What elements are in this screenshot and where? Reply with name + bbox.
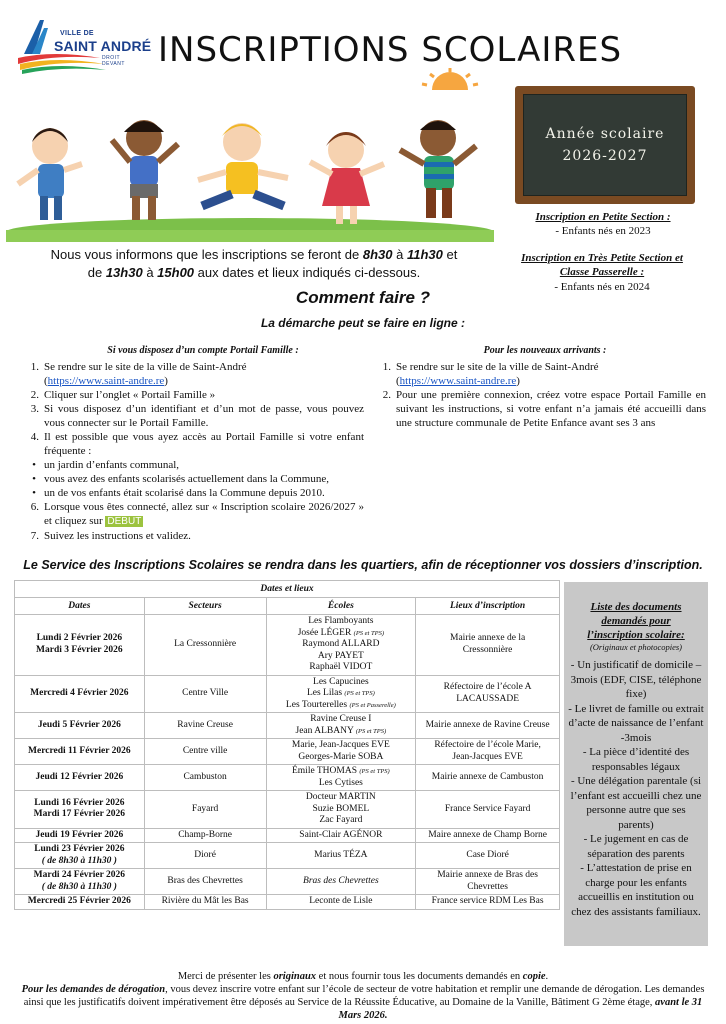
docs-items — [568, 658, 704, 919]
secteur-cell: Dioré — [144, 843, 266, 869]
column-header: Lieux d’inscription — [416, 598, 560, 615]
jumping-children-illustration — [6, 80, 494, 242]
logo-name: SAINT ANDRÉ — [54, 38, 152, 54]
date-line: ( de 8h30 à 11h30 ) — [41, 881, 117, 892]
lieu-line: Mairie annexe de Bras des — [437, 870, 538, 880]
date-cell — [15, 869, 145, 895]
table-row — [15, 713, 560, 739]
date-cell — [15, 675, 145, 713]
school-name — [270, 752, 413, 764]
table-row — [15, 675, 560, 713]
date-line: Mercredi 25 Février 2026 — [27, 896, 131, 906]
document-item: - La pièce d’identité des responsables légaux — [582, 746, 690, 773]
school-label: Saint-Clair AGÉNOR — [299, 829, 383, 840]
step-number: 3. — [30, 403, 39, 415]
lieu-cell — [416, 895, 560, 910]
lieu-cell — [416, 765, 560, 791]
secteur-cell: La Cressonnière — [144, 615, 266, 676]
petite-section-heading: Inscription en Petite Section : — [535, 211, 671, 223]
table-body — [15, 615, 560, 910]
step-number: 1. — [382, 361, 391, 373]
step-text: Se rendre sur le site de la ville de Saint-André — [396, 361, 599, 373]
footer-emphasis: Pour les demandes de dérogation — [21, 984, 166, 995]
school-label: Bras des Chevrettes — [303, 875, 379, 886]
lieu-line: Mairie annexe de Ravine Creuse — [425, 719, 550, 730]
intro-text: aux dates et lieux indiqués ci-dessous. — [194, 265, 421, 280]
school-name — [270, 639, 413, 651]
school-label: Les Cytises — [318, 777, 363, 788]
document-item: - Le livret de famille ou extrait d’acte de naissance de l’enfant -3mois — [568, 702, 704, 744]
date-cell — [15, 791, 145, 829]
docs-title-1: Liste des documents — [590, 601, 682, 613]
date-line: Jeudi 19 Février 2026 — [35, 829, 124, 840]
lieu-line: Cressonnière — [462, 644, 513, 655]
board-line-1: Année scolaire — [545, 126, 665, 142]
school-name — [270, 830, 413, 842]
footer-deadline: avant le 31 Mars 2026. — [338, 997, 703, 1021]
school-label: Ravine Creuse I — [310, 714, 372, 724]
school-label: Jean ALBANY — [295, 725, 354, 736]
lieu-line: Jean-Jacques EVE — [452, 751, 523, 762]
school-name — [270, 896, 413, 908]
ecoles-cell — [266, 828, 416, 843]
footer-text: Merci de présenter les — [177, 971, 274, 982]
portail-famille-steps — [24, 360, 364, 543]
date-line: Lundi 16 Février 2026 — [34, 797, 125, 808]
ecoles-cell — [266, 675, 416, 713]
petite-section-detail: - Enfants nés en 2023 — [555, 225, 651, 237]
step-text: Se rendre sur le site de la ville de Saint-André — [44, 361, 247, 373]
step-number: 1. — [30, 361, 39, 373]
date-line: Jeudi 12 Février 2026 — [35, 771, 124, 782]
footer-text: et nous fournir tous les documents demandés en — [316, 971, 523, 982]
lieu-line: France Service Fayard — [444, 803, 531, 814]
school-name — [270, 726, 413, 738]
footer-emphasis: copie — [522, 971, 546, 982]
ecoles-cell — [266, 739, 416, 765]
time-start-afternoon: 13h30 — [105, 265, 143, 280]
ecoles-cell — [266, 713, 416, 739]
date-line: Jeudi 5 Février 2026 — [37, 719, 121, 730]
lieu-cell — [416, 828, 560, 843]
table-row — [15, 869, 560, 895]
comment-faire-heading: Comment faire ? — [295, 288, 431, 307]
lieu-line: France service RDM Les Bas — [431, 896, 544, 906]
document-item: - L’attestation de prise en charge pour les enfants accueillis en institution ou chez des assistants familiaux. — [571, 862, 701, 918]
secteur-cell: Bras des Chevrettes — [144, 869, 266, 895]
lieu-cell — [416, 713, 560, 739]
ecoles-cell — [266, 843, 416, 869]
secteur-cell: Champ-Borne — [144, 828, 266, 843]
tres-petite-heading-2: Classe Passerelle : — [559, 266, 645, 278]
date-cell — [15, 765, 145, 791]
school-label: Marius TÉZA — [314, 849, 368, 860]
bullet-icon: • — [32, 473, 36, 485]
lieu-line: Chevrettes — [467, 881, 508, 892]
lieu-cell — [416, 791, 560, 829]
time-end-afternoon: 15h00 — [157, 265, 195, 280]
step-text: Cliquer sur l’onglet « Portail Famille » — [44, 389, 216, 401]
saint-andre-link[interactable]: https://www.saint-andre.re — [47, 375, 165, 387]
date-line: Mercredi 4 Février 2026 — [30, 688, 129, 698]
step-number: 7. — [30, 530, 39, 542]
lieu-line: Maire annexe de Champ Borne — [428, 829, 547, 840]
date-line: Mercredi 11 Février 2026 — [28, 745, 131, 756]
school-name — [270, 876, 413, 888]
ecoles-cell — [266, 895, 416, 910]
bullet-text: vous avez des enfants scolarisés actuellement dans la Commune, — [44, 473, 329, 485]
step-7 — [24, 529, 364, 543]
date-cell — [15, 843, 145, 869]
ecoles-cell — [266, 765, 416, 791]
footer-notes — [14, 970, 712, 1022]
secteur-cell: Centre Ville — [144, 675, 266, 713]
logo-ville: VILLE DE — [60, 30, 94, 37]
demarche-heading: La démarche peut se faire en ligne : — [260, 316, 466, 330]
lieu-line: Réfectoire de l’école A — [443, 682, 532, 693]
chalkboard-slate — [523, 94, 687, 196]
school-level-note: (PS et TPS) — [353, 629, 384, 637]
secteur-cell: Centre ville — [144, 739, 266, 765]
date-line: Mardi 24 Février 2026 — [33, 870, 126, 880]
docs-title-2: demandés pour — [601, 615, 671, 627]
tres-petite-detail: - Enfants nés en 2024 — [554, 281, 650, 293]
school-label: Josée LÉGER — [297, 627, 352, 638]
table-row — [15, 615, 560, 676]
table-row — [15, 765, 560, 791]
lieu-cell — [416, 869, 560, 895]
date-line: Mardi 3 Février 2026 — [36, 644, 123, 655]
lieu-cell — [416, 843, 560, 869]
document-item: - Une délégation parentale (si l’enfant est accueilli chez une personne autre que ses parents) — [570, 775, 702, 831]
secteur-cell: Ravine Creuse — [144, 713, 266, 739]
school-name — [270, 700, 413, 712]
step-text: Suivez les instructions et validez. — [44, 530, 191, 542]
logo-tagline: DROIT DEVANT — [102, 55, 125, 67]
date-line: ( de 8h30 à 11h30 ) — [41, 855, 117, 866]
intro-text: à — [142, 265, 158, 280]
school-label: Raphaël VIDOT — [309, 662, 373, 672]
step-1: 1. Se rendre sur le site de la ville de Saint-André (https://www.saint-andre.re) — [376, 360, 706, 388]
school-label: Marie, Jean-Jacques EVE — [291, 740, 390, 750]
school-level-note: (PS et Passerelle) — [349, 701, 396, 709]
school-name — [270, 778, 413, 790]
step-number: 2. — [30, 389, 39, 401]
school-label: Émile THOMAS — [291, 766, 357, 776]
school-name — [270, 628, 413, 640]
step-1: 1. Se rendre sur le site de la ville de Saint-André (https://www.saint-andre.re) — [24, 360, 364, 388]
footer-text: , vous devez inscrire votre enfant sur l’école de secteur de votre habitation et remplir une demande de dérogation. Les demandes ainsi que les justificatifs doivent impérativement être déposés au Service de la Réussite Éducative, au Domaine de la Vanille, Bâtiment G 2ème étage, — [23, 984, 705, 1008]
documents-list-box — [564, 582, 708, 946]
docs-subtitle: (Originaux et photocopies) — [589, 642, 683, 652]
school-label: Leconte de Lisle — [309, 896, 373, 906]
lieu-line: Mairie annexe de la — [450, 633, 526, 644]
school-name — [270, 804, 413, 816]
school-name — [270, 616, 413, 628]
school-name — [270, 714, 413, 726]
date-line: Mardi 17 Février 2026 — [33, 809, 126, 820]
bullet-icon: • — [32, 459, 36, 471]
ecoles-cell — [266, 869, 416, 895]
date-line: Lundi 23 Février 2026 — [34, 844, 125, 854]
school-label: Docteur MARTIN — [305, 792, 376, 802]
date-cell — [15, 739, 145, 765]
school-name — [270, 740, 413, 752]
intro-text: de — [87, 265, 106, 280]
school-label: Ary PAYET — [317, 650, 364, 661]
table-header-row — [15, 598, 560, 615]
school-label: Georges-Marie SOBA — [298, 751, 384, 762]
column-header: Secteurs — [144, 598, 266, 615]
step-2 — [24, 388, 364, 402]
lieu-line: Réfectoire de l’école Marie, — [434, 740, 541, 750]
date-cell — [15, 895, 145, 910]
table-row — [15, 739, 560, 765]
school-label: Zac Fayard — [319, 815, 363, 825]
school-name — [270, 662, 413, 674]
school-level-note: (PS et TPS) — [344, 690, 375, 697]
schedule-table — [14, 580, 560, 910]
school-name — [270, 815, 413, 827]
table-caption: Dates et lieux — [15, 581, 560, 598]
portail-famille-heading: Si vous disposez d’un compte Portail Famille : — [107, 345, 299, 356]
school-label: Les Lilas — [306, 688, 343, 698]
service-announcement: Le Service des Inscriptions Scolaires se rendra dans les quartiers, afin de réceptionner vos dossiers d’inscription. — [23, 558, 703, 572]
table-row — [15, 828, 560, 843]
intro-paragraph — [18, 246, 490, 282]
date-cell — [15, 713, 145, 739]
tres-petite-heading-1: Inscription en Très Petite Section et — [521, 252, 683, 264]
school-name — [270, 792, 413, 804]
footer-text: . — [545, 971, 549, 982]
footer-emphasis: originaux — [273, 971, 317, 982]
step-4 — [24, 430, 364, 458]
table-row — [15, 895, 560, 910]
lieu-cell — [416, 675, 560, 713]
step-text: Si vous disposez d’un identifiant et d’un mot de passe, vous pouvez vous connecter sur le Portail Famille. — [44, 403, 364, 429]
secteur-cell: Rivière du Mât les Bas — [144, 895, 266, 910]
school-level-note: (PS et TPS) — [359, 768, 390, 775]
board-line-2: 2026-2027 — [562, 148, 648, 164]
school-level-note: (PS et TPS) — [355, 727, 387, 735]
lieu-cell — [416, 739, 560, 765]
bullet-item — [24, 458, 364, 472]
debut-button[interactable]: DEBUT — [107, 516, 142, 527]
secteur-cell: Fayard — [144, 791, 266, 829]
school-name — [270, 651, 413, 663]
bullet-text: un jardin d’enfants communal, — [44, 459, 180, 471]
school-name — [270, 766, 413, 778]
school-name — [270, 677, 413, 689]
step-text: Il est possible que vous ayez accès au Portail Famille si votre enfant fréquente : — [44, 431, 364, 457]
school-label: Les Flamboyants — [308, 616, 374, 626]
docs-title-3: l’inscription scolaire: — [587, 629, 685, 641]
school-name — [270, 850, 413, 862]
time-start-morning: 8h30 — [362, 247, 393, 262]
lieu-line: LACAUSSADE — [456, 693, 519, 704]
date-line: Lundi 2 Février 2026 — [36, 633, 123, 644]
school-label: Raymond ALLARD — [302, 639, 380, 649]
lieu-line: Case Dioré — [466, 849, 509, 860]
school-name — [270, 688, 413, 700]
school-label: Les Capucines — [313, 676, 369, 687]
nouveaux-arrivants-heading: Pour les nouveaux arrivants : — [483, 345, 607, 356]
page-title: INSCRIPTIONS SCOLAIRES — [158, 30, 623, 70]
secteur-cell: Cambuston — [144, 765, 266, 791]
column-header: Écoles — [266, 598, 416, 615]
step-6 — [24, 500, 364, 529]
ecoles-cell — [266, 615, 416, 676]
bullet-item — [24, 472, 364, 486]
lieu-line: Mairie annexe de Cambuston — [431, 771, 544, 782]
step-text: Pour une première connexion, créez votre espace Portail Famille en suivant les instructions, si votre enfant n’a jamais été accueilli dans une structure communale de Petite Enfance avant ses 3 ans — [396, 389, 706, 429]
date-cell — [15, 615, 145, 676]
table-row — [15, 843, 560, 869]
document-item: - Le jugement en cas de séparation des parents — [583, 833, 689, 860]
school-label: Suzie BOMEL — [312, 803, 370, 814]
date-cell — [15, 828, 145, 843]
school-label: Les Tourterelles — [285, 699, 348, 710]
step-number: 6. — [30, 501, 39, 513]
ecoles-cell — [266, 791, 416, 829]
step-text: Lorsque vous êtes connecté, allez sur « Inscription scolaire 2026/2027 » et cliquez sur — [44, 501, 364, 527]
intro-text: à — [392, 247, 407, 262]
lieu-cell — [416, 615, 560, 676]
step-2 — [376, 388, 706, 430]
bullet-text: un de vos enfants était scolarisé dans la Commune depuis 2010. — [44, 487, 325, 499]
school-year-chalkboard — [515, 86, 695, 204]
bullet-item — [24, 486, 364, 500]
saint-andre-link[interactable]: https://www.saint-andre.re — [399, 375, 517, 387]
step-number: 4. — [30, 431, 39, 443]
saint-andre-logo — [14, 14, 152, 76]
intro-text: et — [442, 247, 458, 262]
bullet-icon: • — [32, 487, 36, 499]
time-end-morning: 11h30 — [406, 247, 443, 262]
step-number: 2. — [382, 389, 391, 401]
step-3 — [24, 402, 364, 430]
intro-text: Nous vous informons que les inscriptions se feront de — [50, 247, 363, 262]
table-row — [15, 791, 560, 829]
column-header: Dates — [15, 598, 145, 615]
document-item: - Un justificatif de domicile – 3mois (EDF, CISE, téléphone fixe) — [570, 659, 702, 700]
nouveaux-arrivants-steps — [376, 360, 706, 430]
